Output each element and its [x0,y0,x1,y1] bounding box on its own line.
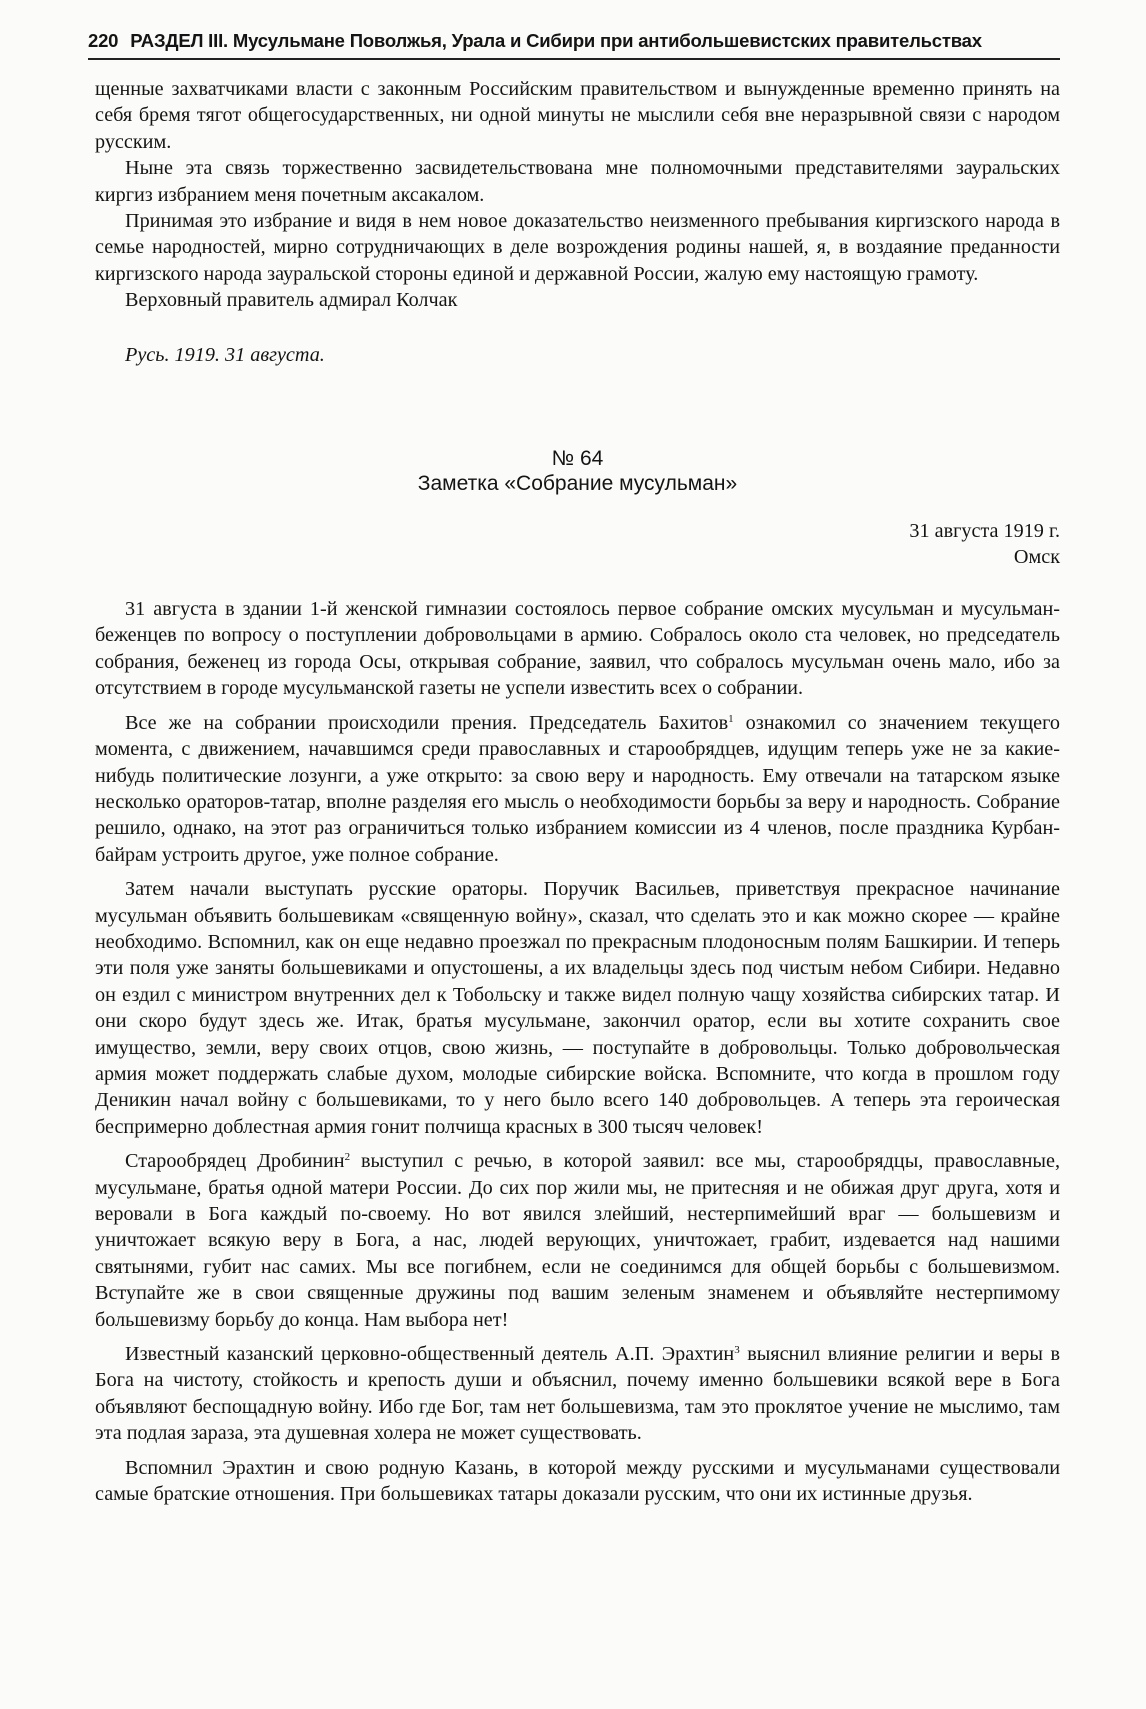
page-number: 220 [88,30,119,51]
article-paragraph: Все же на собрании происходили прения. Председатель Бахитов$^1$ ознакомил со значением текущего момента, с движением, начавшимся среди православных и старообрядцев, идущим теперь уже не за какие-нибудь политические лозунги, а уже открыто: за свою веру и народность. Ему отвечали на татарском языке несколько ораторов-татар, вполне разделяя его мысль о необходимости борьбы за веру и народность. Собрание решило, однако, на этот раз ограничиться только избранием комиссии из 4 членов, после праздника Курбан-байрам устроить другое, уже полное собрание. [95,711,1060,866]
section-title: РАЗДЕЛ III. Мусульмане Поволжья, Урала и Сибири при антибольшевистских правительствах [130,30,982,51]
footnote-ref[interactable]: 2 [344,1151,351,1164]
document-title: Заметка «Собрание мусульман» [417,472,738,496]
article-paragraph: Затем начали выступать русские ораторы. Поручик Васильев, приветствуя прекрасное начинание мусульман объявить большевикам «священную войну», сказал, что сделать это и как можно скорее — крайне необходимо. Вспомнил, как он еще недавно проезжал по прекрасным плодоносным полям Башкирии. И теперь эти поля уже заняты большевиками и опустошены, а их владельцы здесь под чистым небом Сибири. Недавно он ездил с министром внутренних дел к Тобольску и также видел полную чащу хозяйства сибирских татар. И они скоро будут здесь же. Итак, братья мусульмане, закончил оратор, если вы хотите сохранить свое имущество, земли, веру своих отцов, свою жизнь, — поступайте в добровольцы. Только добровольческая армия может поддержать слабые духом, молодые сибирские войска. Вспомните, что когда в прошлом году Деникин начал войну с большевиками, то у него было всего 140 добровольцев. А теперь эта героическая беспримерно доблестная армия гонит полчища красных в 300 тысяч человек! [95,878,1060,1138]
article-paragraph: Известный казанский церковно-общественный деятель А.П. Эрахтин$^3$ выяснил влияние религии и веры в Бога на чистоту, стойкость и крепость души и объяснил, почему именно большевики всякой вере в Бога объявляют беспощадную войну. Ибо где Бог, там нет большевизма, там это проклятое учение не мыслимо, там эта подлая зараза, эта душевная холера не может существовать. [95,1343,1061,1445]
article-paragraph: Старообрядец Дробинин$^2$ выступил с речью, в которой заявил: все мы, старообрядцы, православные, мусульмане, братья одной матери России. До сих пор жили мы, не притесняя и не обижая друг друга, хотя и веровали в Бога каждый по-своему. Но вот явился злейший, нестерпимейший враг — большевизм и уничтожает всякую веру в Бога, а нас, людей верующих, уничтожает, грабит, издевается над нашими святынями, губит нас самих. Мы все погибнем, если не соединимся для общей борьбы с большевизмом. Вступайте же в свои священные дружины под вашим зеленым знаменем и объявляйте нестерпимому большевизму борьбу до конца. Нам выбора нет! [95,1150,1060,1331]
document-date: 31 августа 1919 г. [909,520,1060,543]
article-paragraph: 31 августа в здании 1-й женской гимназии состоялось первое собрание омских мусульман и мусульман-беженцев по вопросу о поступлении добровольцами в армию. Собралось около ста человек, но председатель собрания, беженец из города Осы, открывая собрание, заявил, что собралось мусульман очень мало, ибо за отсутствием в городе мусульманской газеты не успели известить всех о собрании. [95,598,1060,700]
document-number: № 64 [551,447,604,471]
footnote-ref[interactable]: 1 [728,712,734,725]
prev-doc-paragraph: Ныне эта связь торжественно засвидетельствована мне полномочными представителями зауральских киргиз избранием меня почетным аксакалом. [95,157,1060,206]
article-paragraph: Вспомнил Эрахтин и свою родную Казань, в которой между русскими и мусульманами существовали самые братские отношения. При большевиках татары доказали русским, что они их истинные друзья. [95,1456,1060,1506]
prev-doc-paragraph: щенные захватчиками власти с законным Российским правительством и вынужденные временно принять на себя бремя тягот общегосударственных, ни одной минуты не мыслили себя вне неразрывной связи с народом русским. [95,78,1060,153]
page-body [95,76,1060,1507]
document-place: Омск [1013,546,1060,569]
header-rule [88,58,1060,60]
running-header [88,30,1058,52]
prev-doc-paragraph: Принимая это избрание и видя в нем новое доказательство неизменного пребывания киргизского народа в семье народностей, мирно сотрудничающих в деле возрождения родины нашей, я, в воздаяние преданности киргизского народа зауральской стороны единой и державной России, жалую ему настоящую грамоту. [95,210,1060,285]
footnote-ref[interactable]: 3 [734,1344,740,1357]
signature: Верховный правитель адмирал Колчак [125,289,458,312]
source-citation: Русь. 1919. 31 августа. [125,343,325,366]
